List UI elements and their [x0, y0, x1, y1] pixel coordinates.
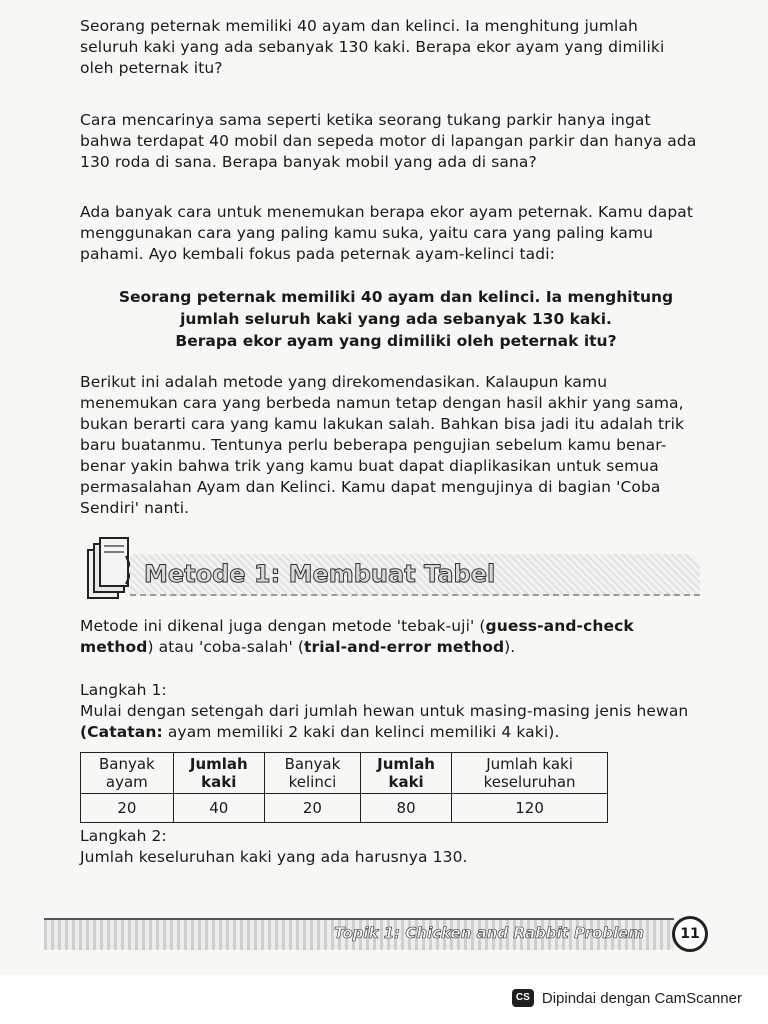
- highlighted-problem-line-3: Berapa ekor ayam yang dimiliki oleh peternak itu?: [175, 332, 617, 350]
- page-footer: [44, 912, 704, 954]
- camscanner-logo-icon: CS: [512, 989, 534, 1007]
- books-icon: [82, 536, 134, 604]
- step-1-note-label: (Catatan:: [80, 723, 163, 741]
- table-header: Banyak ayam: [81, 753, 174, 794]
- step-1-text: Mulai dengan setengah dari jumlah hewan untuk masing-masing jenis hewan: [80, 702, 689, 720]
- table-cell: 40: [173, 794, 264, 823]
- method-intro-part-3: ).: [504, 638, 516, 656]
- highlighted-problem: [100, 286, 692, 352]
- table-cell: 20: [81, 794, 174, 823]
- camscanner-watermark: [512, 985, 742, 1011]
- table-cell: 80: [361, 794, 452, 823]
- footer-topic: Topik 1: Chicken and Rabbit Problem: [334, 924, 644, 942]
- step-2-label: Langkah 2:: [80, 827, 167, 845]
- trial-and-error-term: trial-and-error method: [304, 638, 505, 656]
- table-cell: 120: [452, 794, 608, 823]
- intro-problem-paragraph: Seorang peternak memiliki 40 ayam dan kelinci. Ia menghitung jumlah seluruh kaki yang ada sebanyak 130 kaki. Berapa ekor ayam yang dimiliki oleh peternak itu?: [80, 17, 665, 77]
- table-row: [81, 794, 608, 823]
- page-number: 11: [672, 916, 708, 952]
- step-1-label: Langkah 1:: [80, 681, 167, 699]
- step-1: [80, 680, 700, 743]
- method-intro-paragraph: [80, 616, 700, 658]
- table-cell: 20: [264, 794, 360, 823]
- parking-analogy-paragraph: Cara mencarinya sama seperti ketika seorang tukang parkir hanya ingat bahwa terdapat 40 mobil dan sepeda motor di lapangan parkir dan hanya ada 130 roda di sana. Berapa banyak mobil yang ada di sana?: [80, 111, 697, 171]
- step-2: [80, 826, 700, 868]
- highlighted-problem-line-2: jumlah seluruh kaki yang ada sebanyak 130 kaki.: [180, 310, 612, 328]
- table-header: Banyak kelinci: [264, 753, 360, 794]
- table-header: Jumlah kaki: [173, 753, 264, 794]
- method-intro-part-2: ) atau 'coba-salah' (: [147, 638, 304, 656]
- method-intro-part-1: Metode ini dikenal juga dengan metode 'tebak-uji' (: [80, 617, 486, 635]
- watermark-text: Dipindai dengan CamScanner: [541, 989, 742, 1007]
- highlighted-problem-line-1: Seorang peternak memiliki 40 ayam dan kelinci. Ia menghitung: [118, 288, 674, 306]
- step-2-text: Jumlah keseluruhan kaki yang ada harusnya 130.: [80, 848, 468, 866]
- method-header: [82, 536, 702, 608]
- table-header: Jumlah kaki: [361, 753, 452, 794]
- guess-and-check-term: guess-and-check method: [80, 617, 634, 656]
- legs-table: [80, 752, 608, 823]
- recommendation-paragraph: Berikut ini adalah metode yang direkomendasikan. Kalaupun kamu menemukan cara yang berbeda namun tetap dengan hasil akhir yang sama, bukan berarti cara yang kamu lakukan salah. Bahkan bisa jadi itu adalah trik baru buatanmu. Tentunya perlu beberapa pengujian sebelum kamu benar-benar yakin bahwa trik yang kamu buat dapat diaplikasikan untuk semua permasalahan Ayam dan Kelinci. Kamu dapat mengujinya di bagian 'Coba Sendiri' nanti.: [80, 373, 685, 517]
- step-1-note-text: ayam memiliki 2 kaki dan kelinci memiliki 4 kaki).: [162, 723, 560, 741]
- table-header-row: [81, 753, 608, 794]
- method-title: Metode 1: Membuat Tabel: [144, 560, 496, 588]
- approach-paragraph: Ada banyak cara untuk menemukan berapa ekor ayam peternak. Kamu dapat menggunakan cara yang paling kamu suka, yaitu cara yang paling kamu pahami. Ayo kembali fokus pada peternak ayam-kelinci tadi:: [80, 203, 694, 263]
- table-header: Jumlah kaki keseluruhan: [452, 753, 608, 794]
